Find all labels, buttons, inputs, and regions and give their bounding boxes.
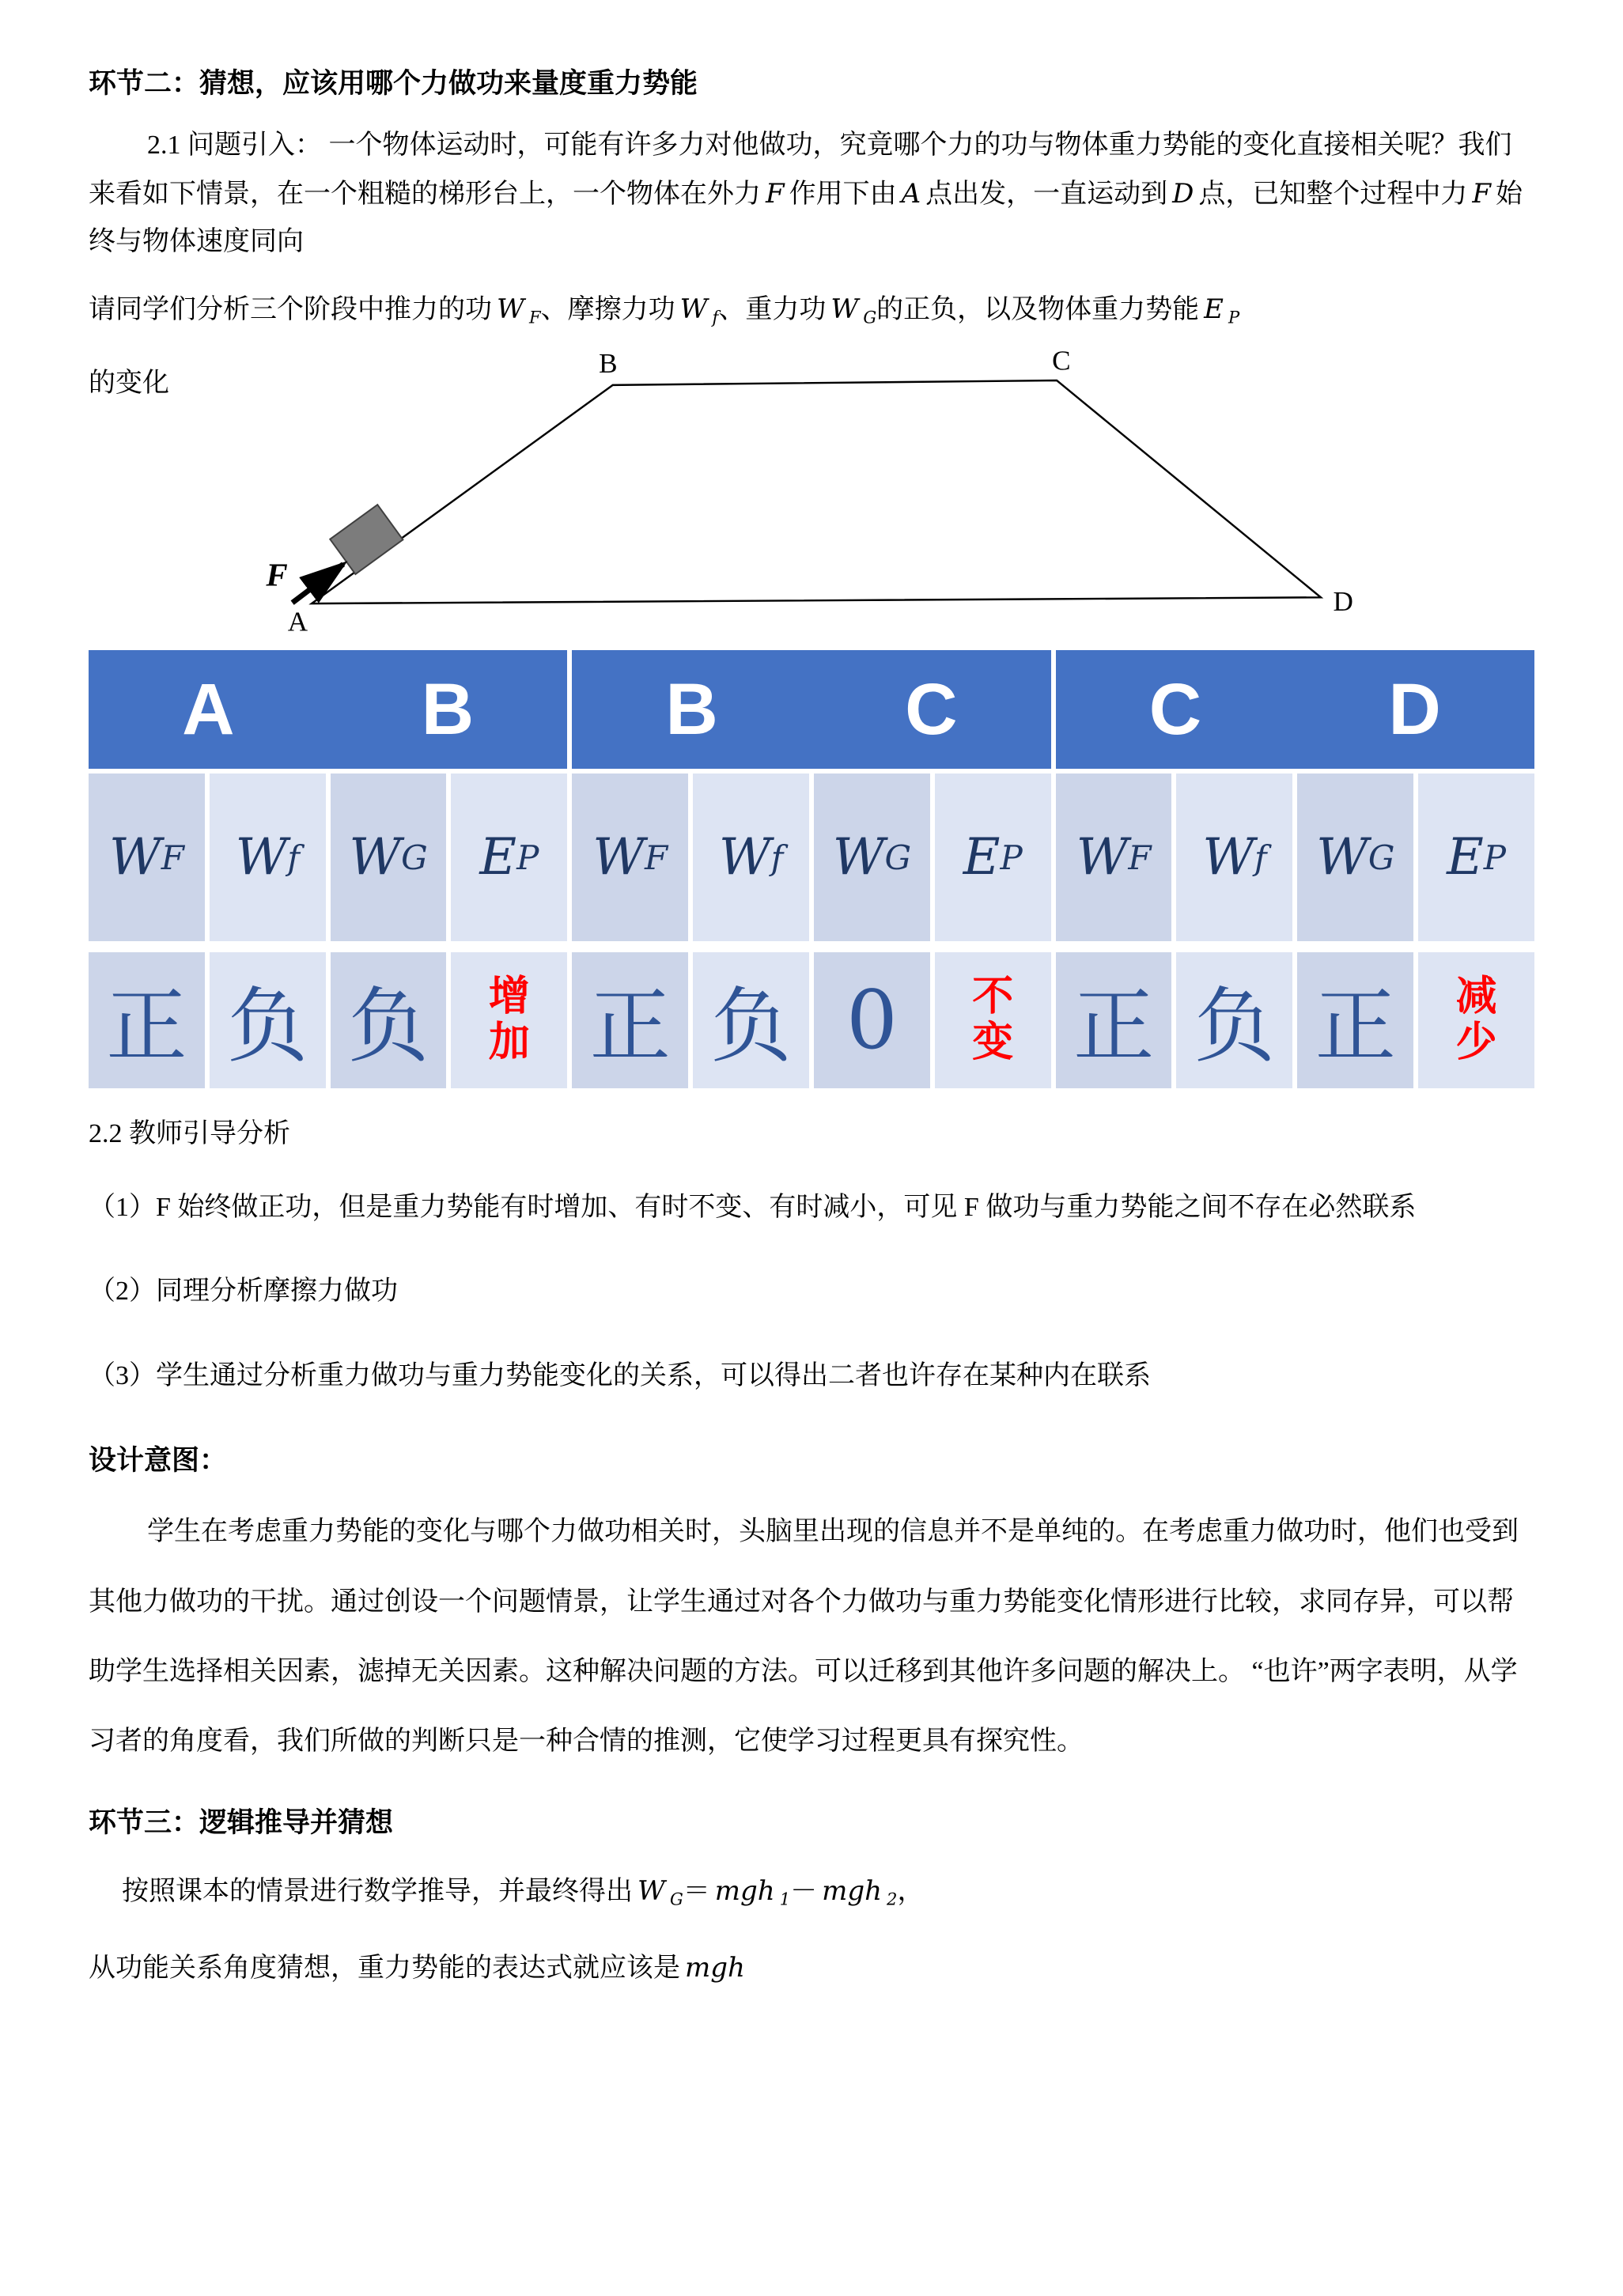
value-char: 减 (1455, 974, 1497, 1019)
label-sub: f (770, 838, 784, 877)
value-cell (1297, 952, 1413, 1088)
label-sub: P (1483, 838, 1507, 877)
text-bianhua: 的变化 (89, 369, 169, 399)
text-run: 作用下由 (789, 179, 897, 209)
header-letter: C (1148, 668, 1202, 750)
table-header-row (89, 650, 1534, 769)
header-letter: C (905, 668, 958, 750)
math-sub-P: P (1228, 306, 1240, 327)
text-run: 始终与物体速度同向 (89, 179, 1523, 257)
label-sub: f (1254, 838, 1267, 877)
math-WG: W (637, 1874, 665, 1907)
label-sub: G (401, 838, 428, 877)
label-base: W (592, 828, 645, 887)
label-base: W (1202, 828, 1255, 887)
col-label-cell (935, 774, 1051, 941)
label-base: E (963, 828, 1001, 887)
conclusion-paragraph (89, 1936, 1534, 2001)
math-sub-f: f (712, 306, 719, 327)
text-run: 请同学们分析三个阶段中推力的功 (89, 294, 492, 324)
math-mgh2: mgh (822, 1874, 883, 1907)
value-char: 少 (1455, 1020, 1497, 1066)
label-base: W (235, 828, 288, 887)
value-cell (331, 952, 447, 1088)
stacked-red-value (972, 974, 1013, 1066)
math-EP: E (1204, 293, 1224, 325)
label-sub: F (1128, 838, 1152, 877)
col-label-cell (451, 774, 567, 941)
section2-title: 环节二：猜想，应该用哪个力做功来量度重力势能 (89, 68, 698, 99)
value-char: 变 (972, 1020, 1014, 1066)
analysis-table (89, 650, 1534, 1088)
text-run: ， (897, 1876, 925, 1906)
value-char: 不 (972, 974, 1014, 1019)
value-char: 加 (488, 1020, 530, 1066)
formula-paragraph (89, 1859, 1534, 1924)
label-base: W (832, 828, 885, 887)
value-cell-ep (1418, 952, 1534, 1088)
math-A: A (901, 177, 921, 210)
value-cell (814, 952, 930, 1088)
table-header-cell-cd (1056, 650, 1534, 769)
math-mgh: mgh (685, 1952, 745, 1984)
label-base: W (1076, 828, 1129, 887)
table-value-row (89, 952, 1534, 1088)
value-cell (1056, 952, 1172, 1088)
table-label-row (89, 774, 1534, 941)
label-sub: f (287, 838, 300, 877)
math-D: D (1172, 177, 1194, 210)
value-cell (572, 952, 688, 1088)
col-label-cell (1418, 774, 1534, 941)
design-intent-body: 学生在考虑重力势能的变化与哪个力做功相关时，头脑里出现的信息并不是单纯的。在考虑重力做功时，他们也受到其他力做功的干扰。通过创设一个问题情景，让学生通过对各个力做功与重力势能变化情形进行比较，求同存异，可以帮助学生选择相关因素，滤掉无关因素。这种解决问题的方法。可以迁移到其他许多问题的解决上。 “也许”两字表明，从学习者的角度看，我们所做的判断只是一种合情的推测，它使学习过程更具有探究性。 (89, 1517, 1519, 1757)
math-sub-1: 1 (779, 1889, 791, 1909)
math-F: F (1472, 177, 1492, 210)
label-base: W (349, 828, 402, 887)
point-label-B: B (599, 348, 618, 380)
value-cell-ep (935, 952, 1051, 1088)
value-text: 正 (1073, 980, 1155, 1075)
value-text: 负 (348, 980, 429, 1075)
diagram-row (89, 345, 1534, 642)
force-arrow (293, 564, 343, 603)
text-run: 点出发，一直运动到 (925, 179, 1168, 209)
col-label-cell (331, 774, 447, 941)
math-sub-2: 2 (887, 1889, 898, 1909)
header-letter: D (1388, 668, 1441, 750)
point-label-C: C (1052, 345, 1071, 376)
label-sub: P (516, 838, 539, 877)
col-label-cell (693, 774, 809, 941)
label-base: W (718, 828, 771, 887)
math-sub-G: G (669, 1889, 683, 1909)
value-cell (89, 952, 205, 1088)
value-char: 增 (488, 974, 530, 1019)
value-cell (693, 952, 809, 1088)
analysis-item-2: （2）同理分析摩擦力做功 (89, 1277, 398, 1307)
label-sub: P (1000, 838, 1023, 877)
value-text: 正 (1315, 980, 1396, 1075)
value-text: 正 (106, 980, 187, 1075)
col-label-cell (1297, 774, 1413, 941)
label-base: W (1316, 828, 1368, 887)
value-text: 负 (227, 980, 308, 1075)
label-sub: F (161, 838, 184, 877)
col-label-cell (1176, 774, 1292, 941)
value-text: 正 (589, 980, 671, 1075)
math-WF: W (497, 293, 524, 325)
analysis-item-3: （3）学生通过分析重力做功与重力势能变化的关系，可以得出二者也许存在某种内在联系 (89, 1361, 1151, 1391)
text-run: 点，已知整个过程中力 (1198, 179, 1468, 209)
point-label-D: D (1333, 585, 1353, 617)
header-letter: A (182, 668, 235, 750)
analysis-item-1: （1）F 始终做正功，但是重力势能有时增加、有时不变、有时减小，可见 F 做功与重力势能之间不存在必然联系 (89, 1192, 1417, 1222)
value-cell-ep (451, 952, 567, 1088)
text-run: 从功能关系角度猜想，重力势能的表达式就应该是 (89, 1954, 680, 1984)
equals-sign: ＝ (683, 1876, 710, 1906)
value-text: 负 (1194, 980, 1275, 1075)
col-label-cell (1056, 774, 1172, 941)
table-header-cell-ab (89, 650, 567, 769)
math-Wf: W (679, 293, 708, 325)
trapezoid-outline (312, 380, 1321, 603)
stacked-red-value (1456, 974, 1497, 1066)
col-label-cell (210, 774, 326, 941)
section-2-2-heading: 2.2 教师引导分析 (89, 1119, 290, 1149)
label-sub: F (645, 838, 668, 877)
col-label-cell (89, 774, 205, 941)
paragraph-2-1 (89, 122, 1534, 267)
math-WG: W (830, 293, 859, 325)
label-sub: G (1368, 838, 1395, 877)
header-letter: B (421, 668, 475, 750)
point-label-A: A (287, 606, 308, 637)
force-label-F: F (266, 556, 288, 593)
text-run: 按照课本的情景进行数学推导，并最终得出 (122, 1876, 633, 1906)
section3-title: 环节三：逻辑推导并猜想 (89, 1806, 394, 1838)
label-base: W (108, 828, 161, 887)
header-letter: B (665, 668, 718, 750)
value-text: 负 (710, 980, 792, 1075)
text-run: 2.1 问题引入： 一个物体运动时，可能有许多力对他做功，究竟哪个力的功与物体重力势能的变化直接相关呢？我们来看如下情景，在一个粗糙的梯形台上，一个物体在外力 (89, 130, 1512, 209)
col-label-cell (814, 774, 930, 941)
text-run: 、摩擦力功 (540, 294, 675, 324)
label-base: E (479, 828, 517, 887)
trapezoid-diagram (215, 345, 1512, 642)
math-F: F (766, 177, 785, 210)
text-run: 、重力功 (718, 294, 827, 324)
math-sub-F: F (528, 306, 541, 327)
value-text: 0 (846, 973, 898, 1068)
paragraph-work-analysis (89, 286, 1534, 335)
stacked-red-value (489, 974, 530, 1066)
label-sub: G (884, 838, 912, 877)
label-base: E (1447, 828, 1484, 887)
math-mgh1: mgh (714, 1874, 775, 1907)
value-cell (210, 952, 326, 1088)
minus-sign: － (790, 1876, 818, 1906)
value-cell (1176, 952, 1292, 1088)
design-intent-heading: 设计意图： (89, 1445, 228, 1477)
math-sub-G: G (863, 306, 877, 327)
col-label-cell (572, 774, 688, 941)
table-header-cell-bc (572, 650, 1050, 769)
text-run: 的正负，以及物体重力势能 (876, 294, 1200, 324)
